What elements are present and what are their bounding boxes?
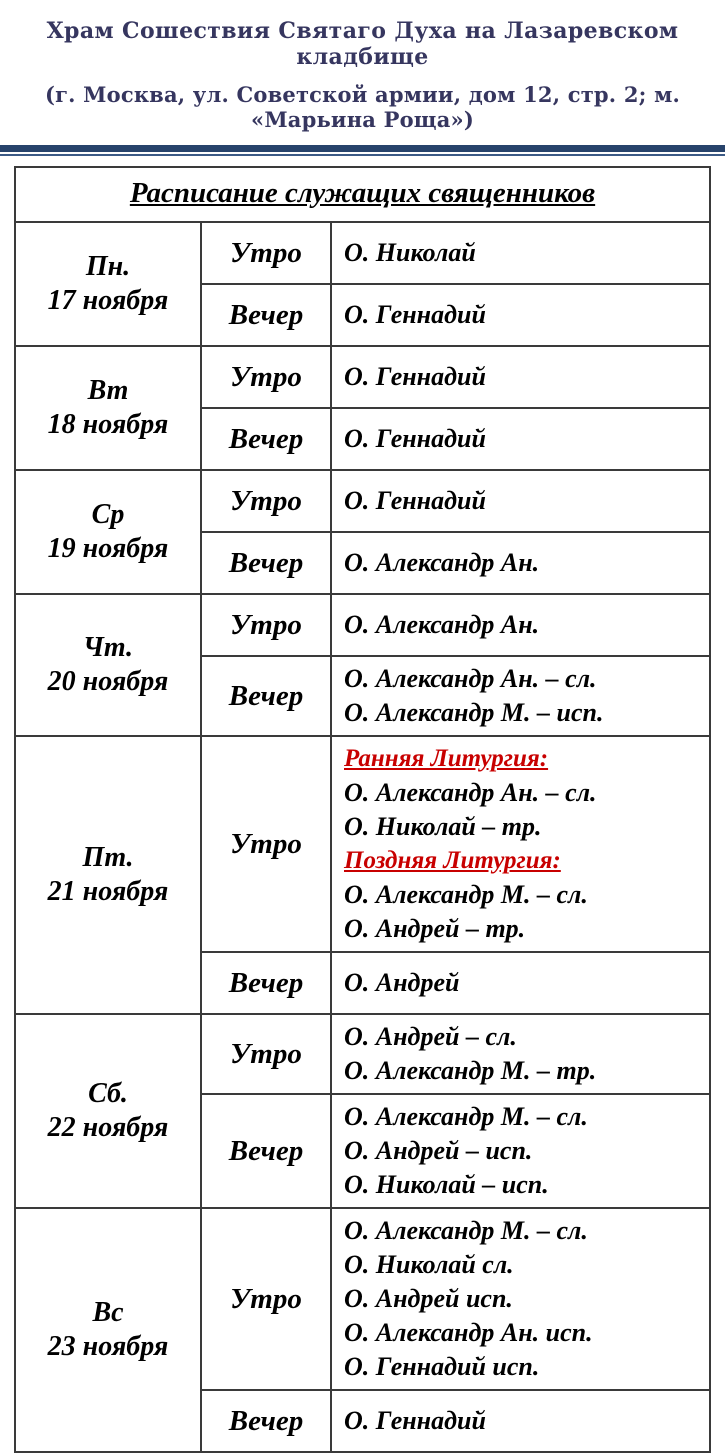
priest-entry: О. Александр Ан. – сл. [344, 778, 597, 807]
church-address: (г. Москва, ул. Советской армии, дом 12, стр. 2; м. «Марьина Роща») [44, 82, 681, 132]
schedule-table-wrapper [14, 166, 711, 1453]
day-abbr: Пт. [82, 841, 134, 873]
time-cell: Вечер [201, 284, 331, 346]
time-cell: Утро [201, 470, 331, 532]
day-abbr: Вт [87, 374, 129, 406]
time-cell: Утро [201, 1014, 331, 1094]
day-cell [15, 594, 201, 736]
day-date: 17 ноября [47, 285, 169, 316]
church-header [0, 0, 725, 132]
time-cell: Вечер [201, 656, 331, 736]
day-abbr: Ср [91, 498, 125, 530]
priests-cell [331, 284, 710, 346]
table-row [15, 470, 710, 532]
priest-entry: О. Андрей – исп. [344, 1136, 533, 1165]
divider-thin-line [0, 154, 725, 156]
schedule-table [14, 166, 711, 1453]
priests-cell [331, 222, 710, 284]
priest-entry: О. Александр М. – сл. [344, 880, 588, 909]
time-cell: Утро [201, 1208, 331, 1390]
priest-entry: О. Николай сл. [344, 1250, 514, 1279]
table-row [15, 594, 710, 656]
priest-entry: О. Александр Ан. – сл. [344, 664, 597, 693]
priest-entry: О. Александр Ан. исп. [344, 1318, 593, 1347]
church-title: Храм Сошествия Святаго Духа на Лазаревском кладбище [46, 18, 679, 70]
priest-entry: О. Геннадий [344, 424, 486, 453]
divider-thick-line [0, 145, 725, 152]
liturgy-header: Поздняя Литургия: [344, 847, 561, 874]
time-cell: Вечер [201, 952, 331, 1014]
table-row [15, 1014, 710, 1094]
priests-cell [331, 656, 710, 736]
day-date: 23 ноября [47, 1331, 169, 1362]
priests-cell [331, 1094, 710, 1208]
day-abbr: Пн. [85, 250, 131, 282]
time-cell: Утро [201, 222, 331, 284]
time-cell: Утро [201, 346, 331, 408]
priest-entry: О. Александр М. – сл. [344, 1216, 588, 1245]
time-cell: Утро [201, 594, 331, 656]
day-date: 19 ноября [47, 533, 169, 564]
time-cell: Вечер [201, 532, 331, 594]
day-abbr: Сб. [88, 1077, 128, 1109]
day-date: 21 ноября [47, 876, 169, 907]
day-date: 22 ноября [47, 1112, 169, 1143]
table-row [15, 222, 710, 284]
priest-entry: О. Николай – исп. [344, 1170, 549, 1199]
priest-entry: О. Андрей – сл. [344, 1022, 517, 1051]
priest-entry: О. Александр Ан. [344, 610, 540, 639]
priests-cell [331, 470, 710, 532]
priest-entry: О. Геннадий [344, 300, 486, 329]
liturgy-header: Ранняя Литургия: [344, 745, 549, 772]
priest-entry: О. Николай – тр. [344, 812, 542, 841]
priest-entry: О. Андрей исп. [344, 1284, 513, 1313]
time-cell: Утро [201, 736, 331, 952]
priests-cell [331, 408, 710, 470]
day-abbr: Вс [92, 1296, 124, 1328]
header-divider [0, 145, 725, 156]
day-date: 20 ноября [47, 666, 169, 697]
priest-entry: О. Александр Ан. [344, 548, 540, 577]
day-cell [15, 736, 201, 1014]
priest-entry: О. Андрей [344, 968, 460, 997]
priests-cell [331, 1390, 710, 1452]
priest-entry: О. Александр М. – тр. [344, 1056, 597, 1085]
priests-cell [331, 594, 710, 656]
table-row [15, 1208, 710, 1390]
priest-entry: О. Геннадий [344, 486, 486, 515]
day-cell [15, 470, 201, 594]
day-cell [15, 1208, 201, 1452]
priest-entry: О. Александр М. – исп. [344, 698, 604, 727]
time-cell: Вечер [201, 1390, 331, 1452]
priest-entry: О. Андрей – тр. [344, 914, 526, 943]
priest-entry: О. Геннадий [344, 362, 486, 391]
table-title-cell [15, 167, 710, 222]
day-date: 18 ноября [47, 409, 169, 440]
priests-cell [331, 346, 710, 408]
priests-cell [331, 1208, 710, 1390]
priests-cell [331, 736, 710, 952]
priest-entry: О. Александр М. – сл. [344, 1102, 588, 1131]
table-row [15, 346, 710, 408]
day-cell [15, 346, 201, 470]
schedule-table-body [15, 167, 710, 1452]
table-title-row [15, 167, 710, 222]
priest-entry: О. Геннадий исп. [344, 1352, 540, 1381]
priests-cell [331, 532, 710, 594]
time-cell: Вечер [201, 408, 331, 470]
priest-entry: О. Николай [344, 238, 476, 267]
day-abbr: Чт. [82, 631, 134, 663]
table-title: Расписание служащих священников [129, 177, 596, 209]
priest-entry: О. Геннадий [344, 1406, 486, 1435]
table-row [15, 736, 710, 952]
time-cell: Вечер [201, 1094, 331, 1208]
day-cell [15, 1014, 201, 1208]
day-cell [15, 222, 201, 346]
priests-cell [331, 1014, 710, 1094]
priests-cell [331, 952, 710, 1014]
